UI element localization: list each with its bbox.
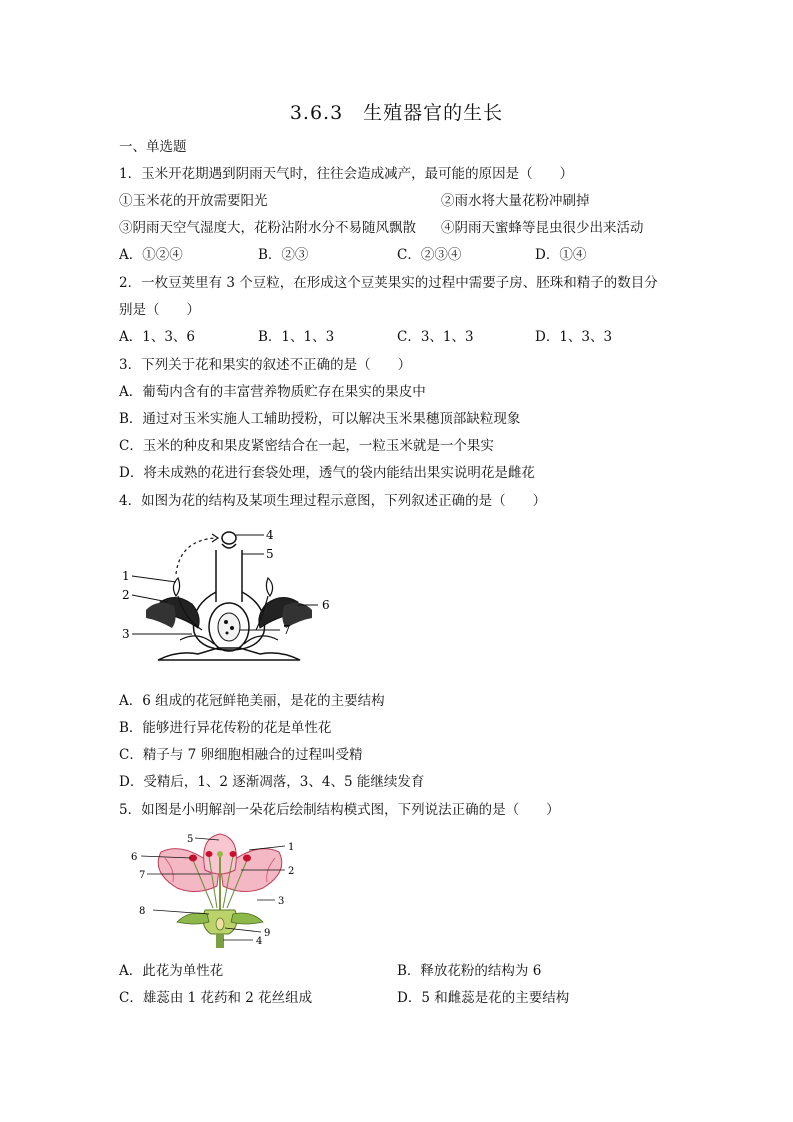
model-label-8: 8 bbox=[139, 906, 146, 917]
model-label-4: 4 bbox=[256, 936, 263, 947]
question-3-stem: 3．下列关于花和果实的叙述不正确的是（ ） bbox=[119, 357, 412, 373]
q4-option-d: D．受精后，1、2 逐渐凋落，3、4、5 能继续发育 bbox=[119, 774, 425, 790]
section-heading: 一、单选题 bbox=[119, 139, 187, 155]
question-4-stem: 4．如图为花的结构及某项生理过程示意图，下列叙述正确的是（ ） bbox=[119, 493, 547, 509]
model-label-1: 1 bbox=[288, 842, 295, 853]
model-label-6: 6 bbox=[131, 852, 138, 863]
q2-option-a: A．1、3、6 bbox=[119, 329, 196, 345]
diagram-label-6: 6 bbox=[322, 598, 330, 612]
diagram-label-3: 3 bbox=[122, 627, 130, 641]
q4-option-c: C．精子与 7 卵细胞相融合的过程叫受精 bbox=[119, 747, 363, 763]
model-label-3: 3 bbox=[278, 896, 285, 907]
q3-option-c: C．玉米的种皮和果皮紧密结合在一起，一粒玉米就是一个果实 bbox=[119, 438, 494, 454]
q5-option-a: A．此花为单性花 bbox=[119, 963, 224, 979]
question-2-stem: 2．一枚豆荚里有 3 个豆粒，在形成这个豆荚果实的过程中需要子房、胚珠和精子的数目分 bbox=[119, 275, 658, 291]
question-5-stem: 5．如图是小明解剖一朵花后绘制结构模式图，下列说法正确的是（ ） bbox=[119, 802, 560, 818]
model-label-9: 9 bbox=[264, 928, 271, 939]
q2-option-b: B．1、1、3 bbox=[258, 329, 335, 345]
q1-statement-3: ③阴雨天空气湿度大，花粉沾附水分不易随风飘散 bbox=[119, 220, 416, 236]
model-label-5: 5 bbox=[187, 834, 194, 845]
flower-model-diagram bbox=[125, 830, 305, 948]
q5-option-d: D．5 和雌蕊是花的主要结构 bbox=[397, 990, 570, 1006]
q1-statement-1: ①玉米花的开放需要阳光 bbox=[119, 193, 268, 209]
model-label-2: 2 bbox=[288, 866, 295, 877]
diagram-label-4: 4 bbox=[266, 528, 274, 542]
q2-option-c: C．3、1、3 bbox=[397, 329, 474, 345]
diagram-label-2: 2 bbox=[122, 588, 130, 602]
q5-option-b: B．释放花粉的结构为 6 bbox=[397, 963, 542, 979]
q3-option-b: B．通过对玉米实施人工辅助授粉，可以解决玉米果穗顶部缺粒现象 bbox=[119, 411, 521, 427]
q4-option-b: B．能够进行异花传粉的花是单性花 bbox=[119, 720, 332, 736]
question-2-stem-cont: 别是（ ） bbox=[119, 302, 200, 318]
q3-option-d: D．将未成熟的花进行套袋处理，透气的袋内能结出果实说明花是雌花 bbox=[119, 465, 535, 481]
diagram-label-7: 7 bbox=[283, 623, 291, 637]
question-1-stem: 1．玉米开花期遇到阴雨天气时，往往会造成减产，最可能的原因是（ ） bbox=[119, 166, 574, 182]
q1-statement-2: ②雨水将大量花粉冲刷掉 bbox=[441, 193, 590, 209]
diagram-label-5: 5 bbox=[266, 547, 274, 561]
q1-statement-4: ④阴雨天蜜蜂等昆虫很少出来活动 bbox=[441, 220, 644, 236]
q4-option-a: A．6 组成的花冠鲜艳美丽，是花的主要结构 bbox=[119, 693, 385, 709]
q1-option-b: B．②③ bbox=[258, 247, 309, 263]
q5-option-c: C．雄蕊由 1 花药和 2 花丝组成 bbox=[119, 990, 313, 1006]
page-title: 3.6.3 生殖器官的生长 bbox=[289, 102, 504, 124]
q3-option-a: A．葡萄内含有的丰富营养物质贮存在果实的果皮中 bbox=[119, 384, 426, 400]
flower-structure-diagram bbox=[118, 522, 338, 672]
q1-option-c: C．②③④ bbox=[397, 247, 462, 263]
model-label-7: 7 bbox=[139, 870, 146, 881]
q2-option-d: D．1、3、3 bbox=[535, 329, 613, 345]
q1-option-d: D．①④ bbox=[535, 247, 587, 263]
diagram-label-1: 1 bbox=[122, 569, 130, 583]
q1-option-a: A．①②④ bbox=[119, 247, 183, 263]
